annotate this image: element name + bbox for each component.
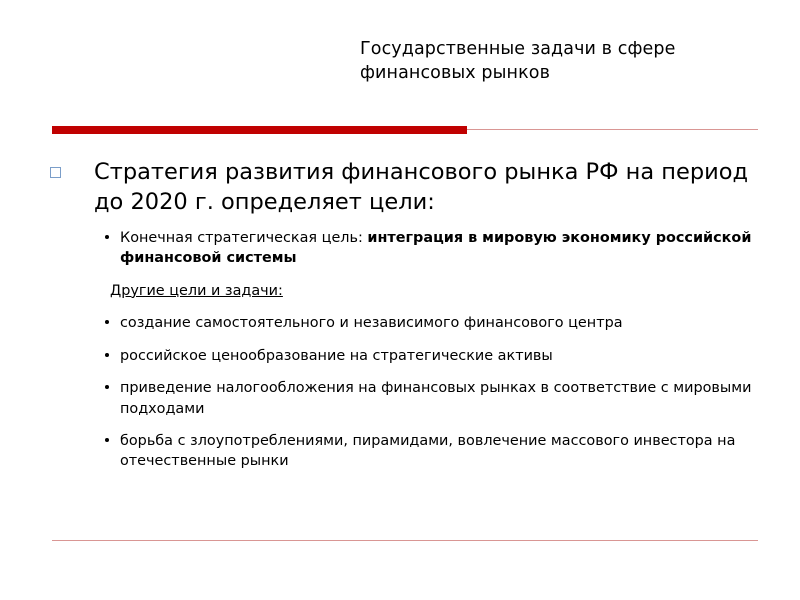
dot-bullet-icon — [105, 320, 109, 324]
main-bullet-text: Стратегия развития финансового рынка РФ на период до 2020 г. определяет цели: — [94, 159, 749, 215]
footer-rule — [52, 540, 758, 541]
page-title: Государственные задачи в сфере финансовых рынков — [360, 39, 676, 83]
list-item-text: приведение налогообложения на финансовых рынках в соответствие с мировыми подходами — [120, 380, 752, 417]
divider-accent-bar — [52, 126, 467, 134]
title-divider — [52, 126, 758, 135]
list-item-text: борьба с злоупотреблениями, пирамидами, вовлечение массового инвестора на отечественные рынки — [120, 433, 736, 470]
list-item-emphasis: интеграция в мировую экономику российской финансовой системы — [120, 229, 752, 267]
dot-bullet-icon — [105, 438, 109, 442]
dot-bullet-icon — [105, 235, 109, 239]
list-item — [44, 281, 756, 301]
list-item-text — [120, 228, 756, 269]
main-bullet-item — [44, 158, 756, 218]
list-item — [44, 378, 756, 419]
list-item-text: создание самостоятельного и независимого финансового центра — [120, 315, 623, 332]
slide-body — [44, 158, 756, 484]
list-item — [44, 228, 756, 269]
list-item — [44, 346, 756, 366]
square-bullet-icon — [50, 167, 61, 178]
list-item — [44, 431, 756, 472]
list-item-text: российское ценообразование на стратегические активы — [120, 347, 553, 364]
dot-bullet-icon — [105, 385, 109, 389]
list-item-text: Другие цели и задачи: — [110, 282, 283, 299]
list-item — [44, 313, 756, 333]
dot-bullet-icon — [105, 353, 109, 357]
divider-thin-line — [467, 129, 758, 130]
list-item-lead: Конечная стратегическая цель: — [120, 229, 368, 246]
